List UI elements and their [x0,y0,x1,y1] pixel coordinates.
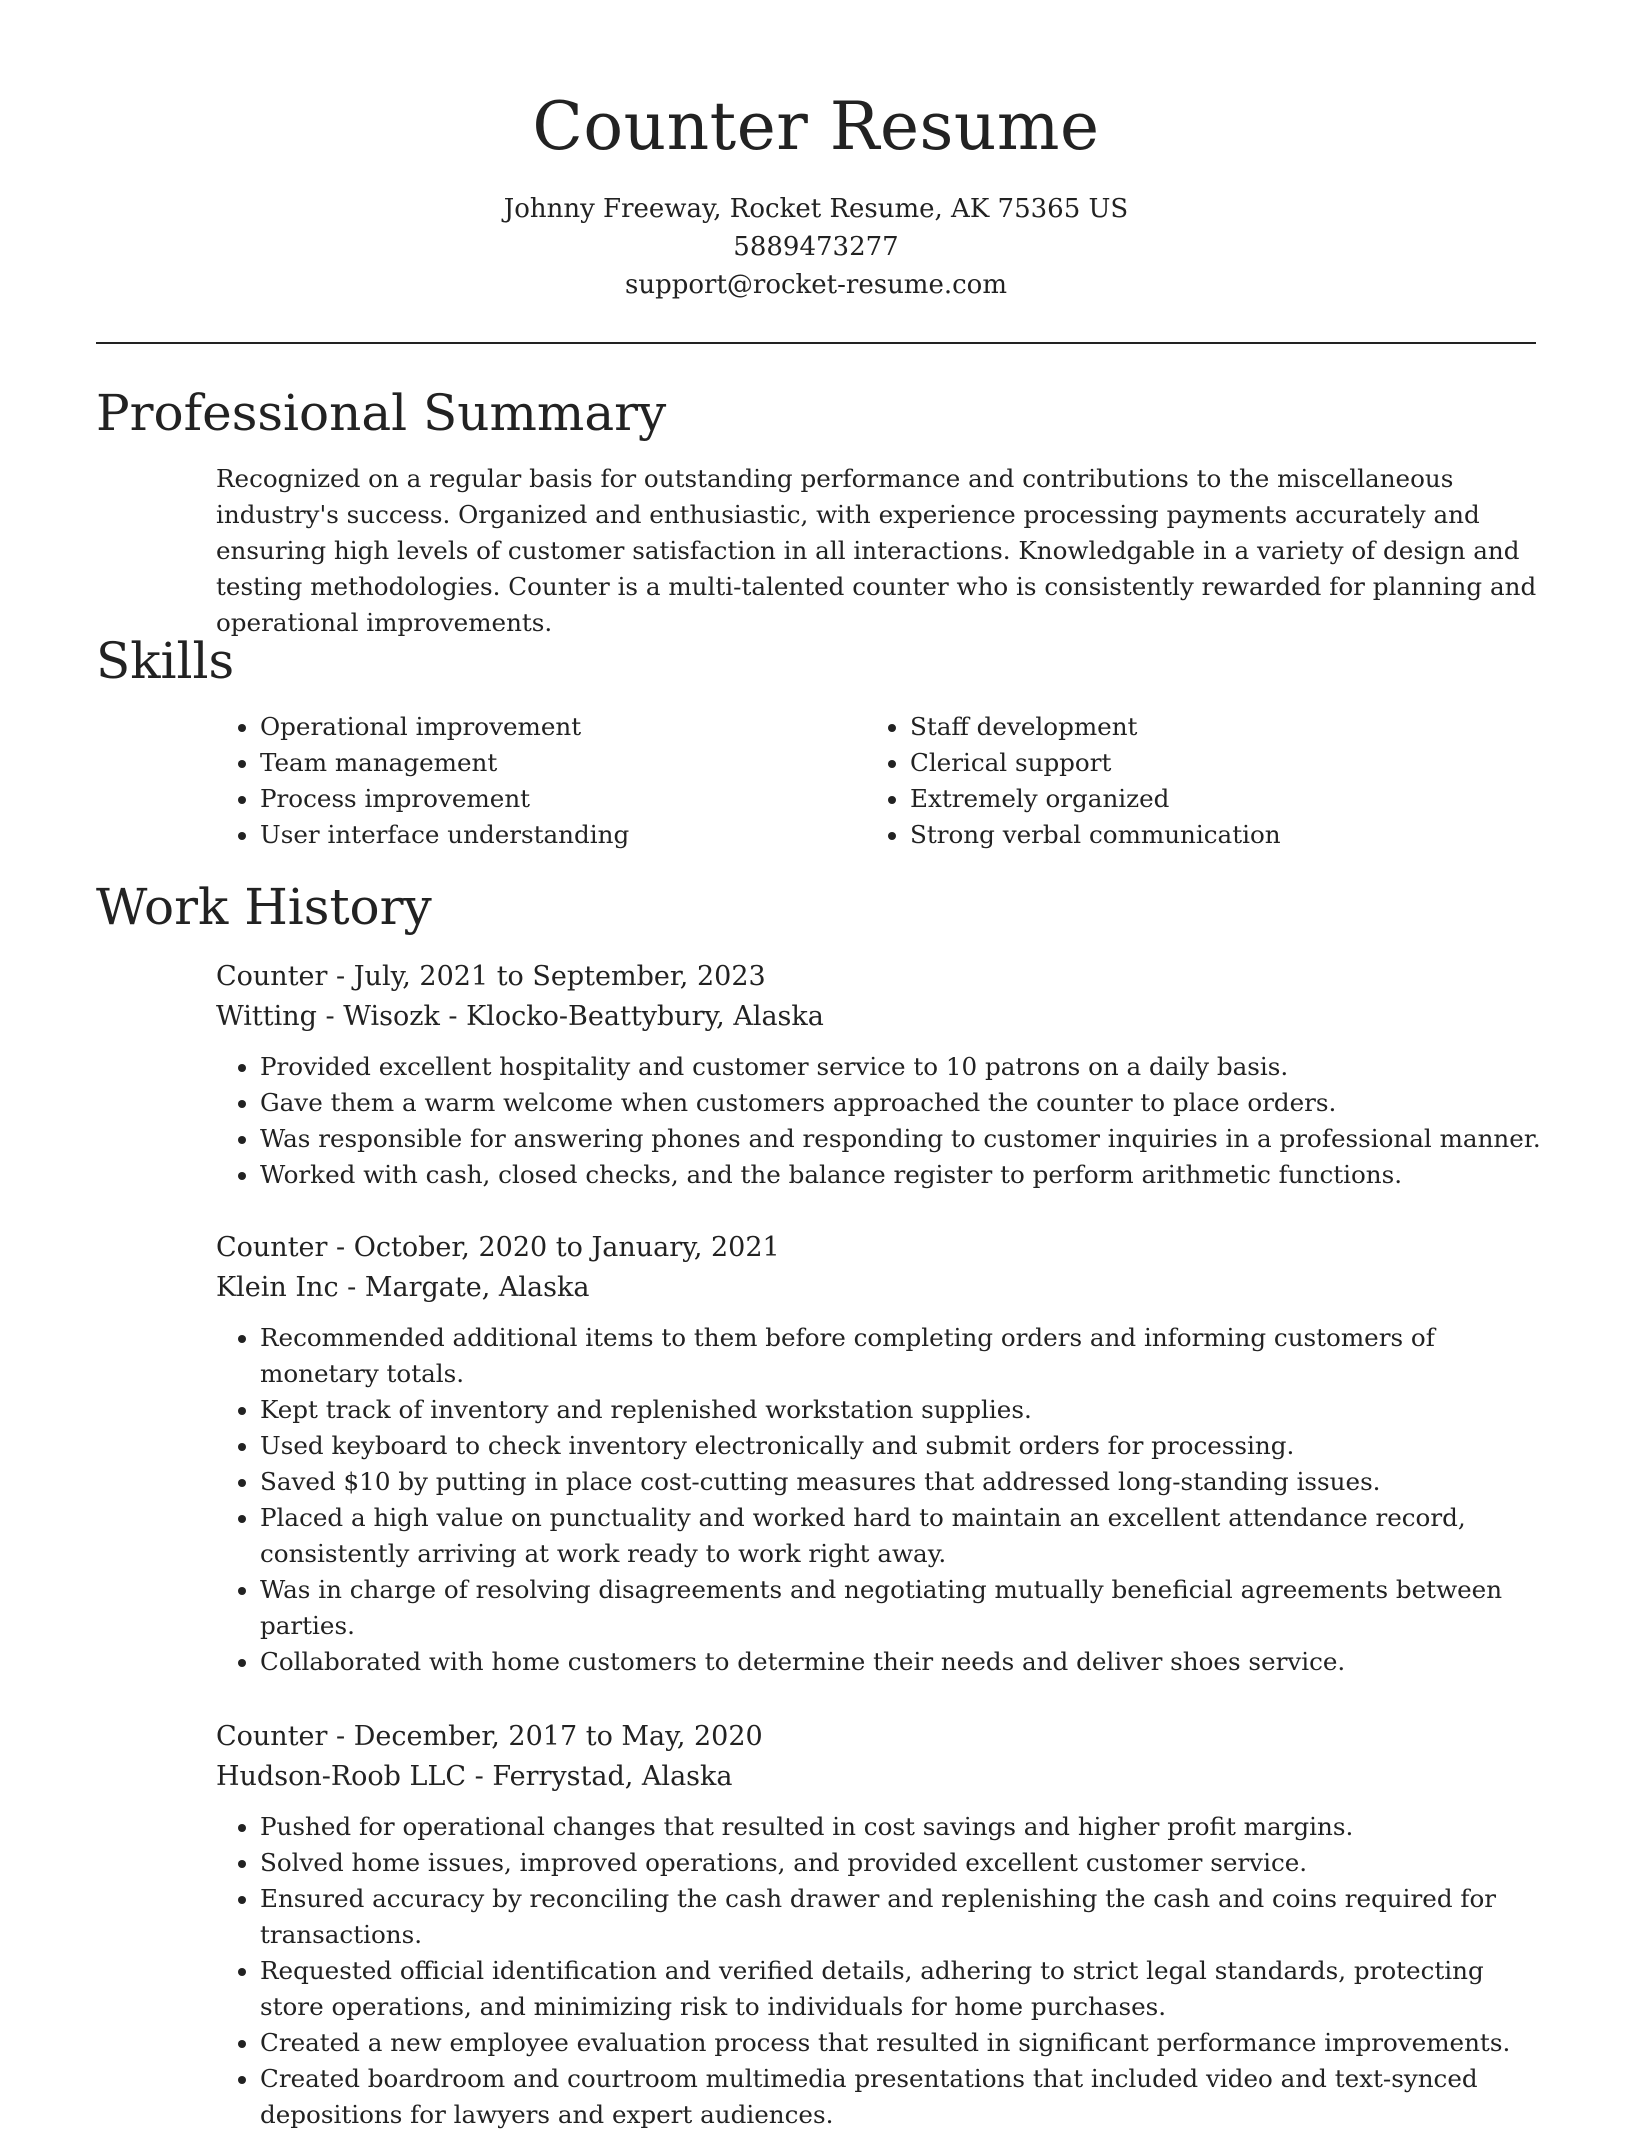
job-company: Witting - Wisozk [216,1001,440,1032]
job-duty: • Used keyboard to check inventory electronically and submit orders for processing. [260,1428,1546,1464]
contact-info [0,190,1632,304]
job-duties [216,1320,1546,1680]
job-location: Margate, Alaska [364,1272,590,1303]
job-duty: • Saved $10 by putting in place cost-cutting measures that addressed long-standing issues. [260,1464,1546,1500]
job-dates: December, 2017 to May, 2020 [353,1721,763,1752]
skill-item: • Operational improvement [260,709,866,745]
job-company-line: Witting - Wisozk - Klocko-Beattybury, Alaska [216,1001,824,1032]
job-company-line: Hudson-Roob LLC - Ferrystad, Alaska [216,1761,733,1792]
work-history-heading: Work History [96,878,432,936]
skill-item: • Staff development [910,709,1516,745]
contact-phone: 5889473277 [733,232,899,262]
job-duty: • Solved home issues, improved operations, and provided excellent customer service. [260,1845,1546,1881]
job-title: Counter [216,1721,328,1752]
job-duty: • Recommended additional items to them before completing orders and informing customers of monetary totals. [260,1320,1546,1392]
skills-heading: Skills [96,632,235,690]
job-dates: July, 2021 to September, 2023 [353,961,766,992]
job-duty: • Placed a high value on punctuality and worked hard to maintain an excellent attendance record, consistently arriving at work ready to work right away. [260,1500,1546,1572]
skills-list [216,709,1536,853]
job-duty: • Ensured accuracy by reconciling the cash drawer and replenishing the cash and coins required for transactions. [260,1881,1546,1953]
skills-column-right [866,709,1516,853]
job-company-line: Klein Inc - Margate, Alaska [216,1272,590,1303]
job-entry [216,957,1546,1193]
job-title-line: Counter - October, 2020 to January, 2021 [216,1232,780,1263]
job-duty: • Provided excellent hospitality and customer service to 10 patrons on a daily basis. [260,1049,1546,1085]
job-title-line: Counter - December, 2017 to May, 2020 [216,1721,763,1752]
job-title: Counter [216,1232,328,1263]
summary-text: Recognized on a regular basis for outstanding performance and contributions to the miscellaneous industry's success. Organized and enthusiastic, with experience processing payments accurately and ensuring high levels of customer satisfaction in all interactions. Knowledgable in a variety of design and testing methodologies. Counter is a multi-talented counter who is consistently rewarded for planning and operational improvements. [216,464,1537,637]
skills-column-left [216,709,866,853]
contact-email: support@rocket-resume.com [624,270,1007,300]
resume-header [0,0,1632,304]
job-location: Ferrystad, Alaska [492,1761,733,1792]
skill-item: • Team management [260,745,866,781]
header-divider [96,342,1536,344]
job-duty: • Created a new employee evaluation process that resulted in significant performance improvements. [260,2025,1546,2061]
job-entry [216,1228,1546,1680]
summary-heading: Professional Summary [96,384,667,442]
job-company: Hudson-Roob LLC [216,1761,467,1792]
skill-item: • Strong verbal communication [910,817,1516,853]
skill-item: • User interface understanding [260,817,866,853]
skill-item: • Extremely organized [910,781,1516,817]
job-duty: • Was in charge of resolving disagreements and negotiating mutually beneficial agreements between parties. [260,1572,1546,1644]
skill-item: • Clerical support [910,745,1516,781]
job-duty: • Pushed for operational changes that resulted in cost savings and higher profit margins. [260,1809,1546,1845]
job-duty: • Worked with cash, closed checks, and the balance register to perform arithmetic functions. [260,1157,1546,1193]
job-duty: • Created boardroom and courtroom multimedia presentations that included video and text-synced depositions for lawyers and expert audiences. [260,2061,1546,2133]
contact-address: Johnny Freeway, Rocket Resume, AK 75365 US [503,194,1129,224]
job-duty: • Collaborated with home customers to determine their needs and deliver shoes service. [260,1644,1546,1680]
job-duty: • Gave them a warm welcome when customers approached the counter to place orders. [260,1085,1546,1121]
job-duty: • Was responsible for answering phones and responding to customer inquiries in a professional manner. [260,1121,1546,1157]
job-duties [216,1049,1546,1193]
job-duty: • Requested official identification and verified details, adhering to strict legal standards, protecting store operations, and minimizing risk to individuals for home purchases. [260,1953,1546,2025]
job-duty: • Kept track of inventory and replenished workstation supplies. [260,1392,1546,1428]
job-dates: October, 2020 to January, 2021 [353,1232,780,1263]
job-duties [216,1809,1546,2133]
skill-item: • Process improvement [260,781,866,817]
job-title-line: Counter - July, 2021 to September, 2023 [216,961,766,992]
job-title: Counter [216,961,328,992]
resume-title: Counter Resume [532,88,1100,165]
job-entry [216,1717,1546,2133]
job-location: Klocko-Beattybury, Alaska [466,1001,824,1032]
job-company: Klein Inc [216,1272,339,1303]
